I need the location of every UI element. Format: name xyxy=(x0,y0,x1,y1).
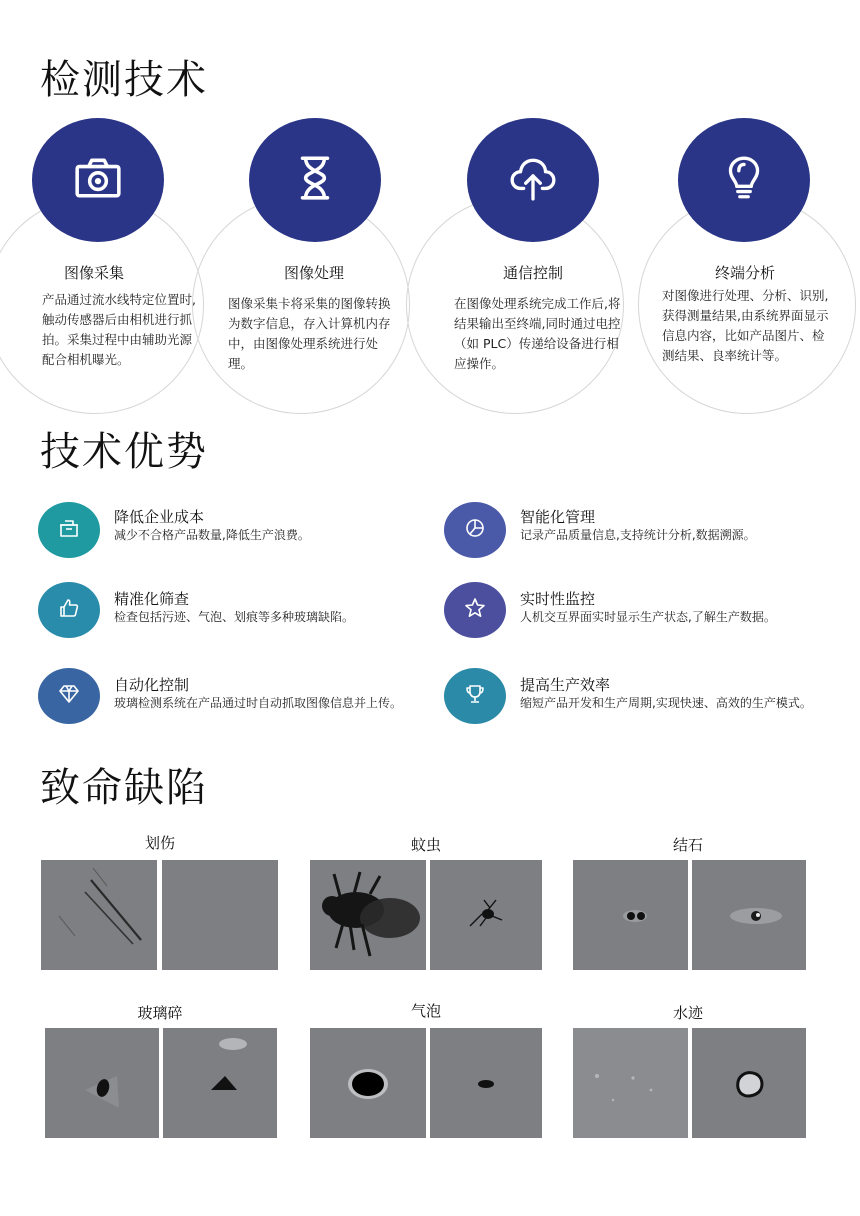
defect-image-bubble-before xyxy=(310,1028,426,1138)
box-icon xyxy=(57,516,81,544)
diamond-icon xyxy=(57,682,81,710)
step-description: 产品通过流水线特定位置时,触动传感器后由相机进行抓拍。采集过程中由辅助光源配合相机曝光。 xyxy=(42,292,196,367)
advantage-description: 缩短产品开发和生产周期,实现快速、高效的生产模式。 xyxy=(520,696,812,710)
step-description: 在图像处理系统完成工作后,将结果输出至终端,同时通过电控（如 PLC）传递给设备进行相应操作。 xyxy=(454,296,621,371)
step-title: 图像采集 xyxy=(63,264,124,282)
advantage-icon-circle xyxy=(38,582,100,638)
step-circle-processing xyxy=(249,118,381,242)
lightbulb-icon xyxy=(719,153,769,207)
star-icon xyxy=(463,596,487,624)
section-title-detection: 检测技术 xyxy=(40,57,208,103)
defect-image-insect-after xyxy=(430,860,542,970)
advantage-description: 人机交互界面实时显示生产状态,了解生产数据。 xyxy=(520,610,776,624)
camera-icon xyxy=(73,153,123,207)
step-circle-analysis xyxy=(678,118,810,242)
advantage-description: 检查包括污迹、气泡、划痕等多种玻璃缺陷。 xyxy=(114,610,355,624)
thumbs-up-icon xyxy=(57,596,81,624)
defect-label: 划伤 xyxy=(144,834,175,852)
defect-image-water-mark-before xyxy=(573,1028,688,1138)
defect-label: 蚊虫 xyxy=(410,836,441,854)
advantage-title: 提高生产效率 xyxy=(520,676,611,694)
defect-image-stone-after xyxy=(692,860,806,970)
step-circle-communication xyxy=(467,118,599,242)
advantage-title: 智能化管理 xyxy=(520,508,596,526)
step-title: 通信控制 xyxy=(502,264,563,282)
advantage-icon-circle xyxy=(444,668,506,724)
advantage-icon-circle xyxy=(38,668,100,724)
defect-image-glass-chip-after xyxy=(163,1028,277,1138)
section-title-advantages: 技术优势 xyxy=(40,429,208,475)
advantage-title: 实时性监控 xyxy=(520,590,596,608)
advantage-description: 记录产品质量信息,支持统计分析,数据溯源。 xyxy=(520,528,756,542)
step-description: 对图像进行处理、分析、识别,获得测量结果,由系统界面显示信息内容，比如产品图片、检测结果、良率统计等。 xyxy=(662,288,829,363)
defect-image-glass-chip-before xyxy=(45,1028,159,1138)
section-title-defects: 致命缺陷 xyxy=(40,765,208,811)
advantage-icon-circle xyxy=(444,502,506,558)
hourglass-icon xyxy=(290,153,340,207)
advantage-title: 自动化控制 xyxy=(114,676,190,694)
advantage-description: 减少不合格产品数量,降低生产浪费。 xyxy=(114,528,310,542)
defect-label: 玻璃碎 xyxy=(137,1004,183,1022)
pie-chart-icon xyxy=(463,516,487,544)
defect-label: 结石 xyxy=(672,836,703,854)
defect-image-stone-before xyxy=(573,860,688,970)
step-title: 终端分析 xyxy=(714,264,775,282)
cloud-upload-icon xyxy=(508,153,558,207)
defect-image-insect-before xyxy=(310,860,426,970)
advantage-description: 玻璃检测系统在产品通过时自动抓取图像信息并上传。 xyxy=(114,696,403,710)
step-title: 图像处理 xyxy=(283,264,344,282)
advantage-title: 精准化筛查 xyxy=(114,590,190,608)
advantage-icon-circle xyxy=(444,582,506,638)
trophy-icon xyxy=(463,682,487,710)
defect-image-scratch-after xyxy=(162,860,278,970)
defect-label: 水迹 xyxy=(672,1004,703,1022)
defect-image-scratch-before xyxy=(41,860,157,970)
defect-label: 气泡 xyxy=(410,1002,441,1020)
step-description: 图像采集卡将采集的图像转换为数字信息，存入计算机内存中，由图像处理系统进行处理。 xyxy=(228,296,391,371)
step-circle-capture xyxy=(32,118,164,242)
advantage-icon-circle xyxy=(38,502,100,558)
advantage-title: 降低企业成本 xyxy=(114,508,205,526)
defect-image-bubble-after xyxy=(430,1028,542,1138)
defect-image-water-mark-after xyxy=(692,1028,806,1138)
